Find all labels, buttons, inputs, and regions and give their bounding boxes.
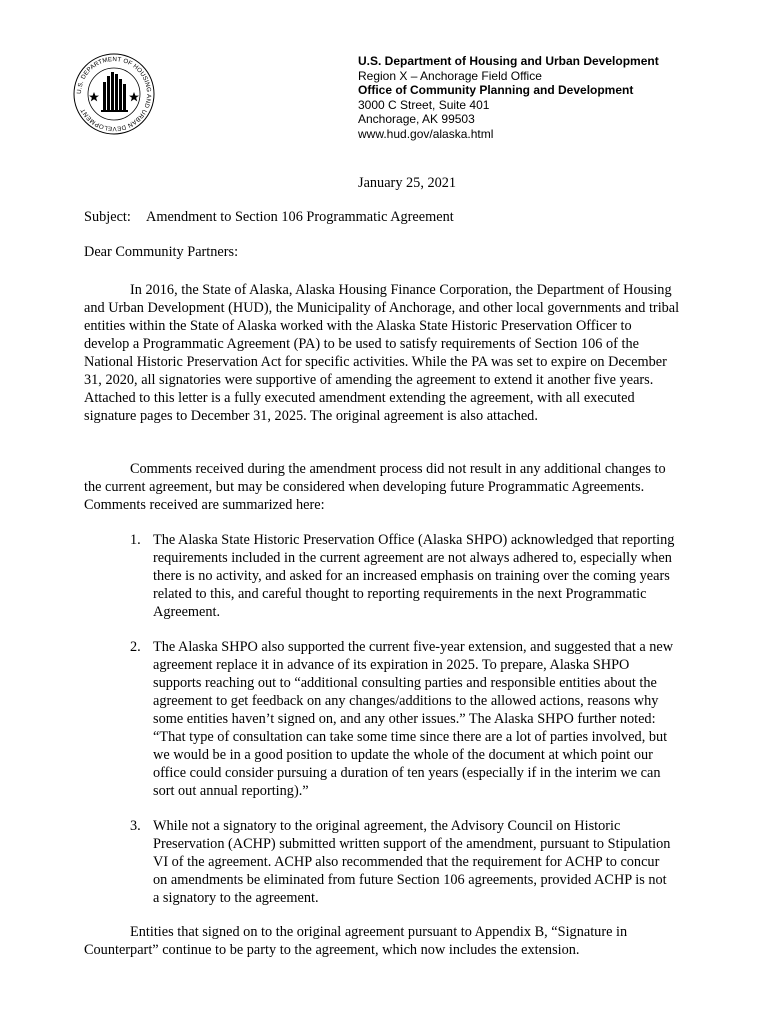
letterhead-office: Office of Community Planning and Development	[358, 83, 634, 98]
paragraph-1: In 2016, the State of Alaska, Alaska Housing Finance Corporation, the Department of Housing and Urban Development (HUD), the Municipality of Anchorage, and other local governments and tribal entities within the State of Alaska worked with the Alaska State Historic Preservation Officer to develop a Programmatic Agreement (PA) to be used to satisfy requirements of Section 106 of the National Historic Preservation Act for specific activities. While the PA was set to expire on December 31, 2020, all signatories were supportive of amending the agreement to extend it another five years. Attached to this letter is a fully executed amendment extending the agreement, with all executed signature pages to December 31, 2025. The original agreement is also attached.	[84, 282, 680, 424]
letterhead-website[interactable]: www.hud.gov/alaska.html	[358, 126, 494, 141]
comment-list	[130, 638, 676, 800]
letter-date: January 25, 2021	[358, 175, 457, 191]
list-item-text: The Alaska State Historic Preservation Office (Alaska SHPO) acknowledged that reporting requirements included in the current agreement are not always adhered to, especially when there is no activity, and asked for an increased emphasis on training over the coming years related to this, and careful thought to reporting requirements in the next Programmatic Agreement.	[153, 532, 675, 620]
comment-list	[130, 817, 676, 907]
list-item-number: 3.	[130, 818, 141, 834]
comment-list	[130, 531, 676, 621]
subject-line	[84, 208, 454, 226]
list-item	[130, 817, 676, 907]
seal-ring-text: U.S. DEPARTMENT OF HOUSING AND URBAN DEVELOPMENT	[75, 55, 153, 133]
subject-label: Subject:	[84, 209, 131, 225]
list-item-number: 1.	[130, 532, 141, 548]
letterhead-agency: U.S. Department of Housing and Urban Development	[358, 54, 659, 68]
paragraph-3: Entities that signed on to the original agreement pursuant to Appendix B, “Signature in Counterpart” continue to be party to the agreement, which now includes the extension.	[84, 924, 628, 958]
subject-text: Amendment to Section 106 Programmatic Agreement	[146, 209, 454, 225]
list-item	[130, 531, 676, 621]
letterhead-street: 3000 C Street, Suite 401	[358, 97, 490, 112]
list-item-number: 2.	[130, 639, 141, 655]
list-item	[130, 638, 676, 800]
list-item-text: While not a signatory to the original agreement, the Advisory Council on Historic Preservation (ACHP) submitted written support of the amendment, pursuant to Stipulation VI of the agreement. ACHP also recommended that the requirement for ACHP to concur on amendments be eliminated from future Section 106 agreements, provided ACHP is not a signatory to the agreement.	[153, 818, 671, 906]
list-item-text: The Alaska SHPO also supported the current five-year extension, and suggested that a new agreement replace it in advance of its expiration in 2025. To prepare, Alaska SHPO supports reaching out to “additional consulting parties and responsible entities about the agreement to get feedback on any changes/additions to the allowed actions, reasons why some entities haven’t signed on, and any other issues.” The Alaska SHPO further noted: “That type of consultation can take some time since there are a lot of parties involved, but we would be in a good position to update the whole of the document at which point our office could consider pursuing a duration of ten years (especially if in the interim we can sort out annual reporting).”	[153, 639, 674, 799]
salutation: Dear Community Partners:	[84, 244, 239, 260]
paragraph-2: Comments received during the amendment process did not result in any additional changes to the current agreement, but may be considered when developing future Programmatic Agreements. Comments received are summarized here:	[84, 461, 666, 513]
letterhead	[358, 54, 659, 142]
letterhead-region: Region X – Anchorage Field Office	[358, 68, 542, 83]
letterhead-city: Anchorage, AK 99503	[358, 112, 475, 127]
hud-seal-logo	[72, 52, 156, 136]
